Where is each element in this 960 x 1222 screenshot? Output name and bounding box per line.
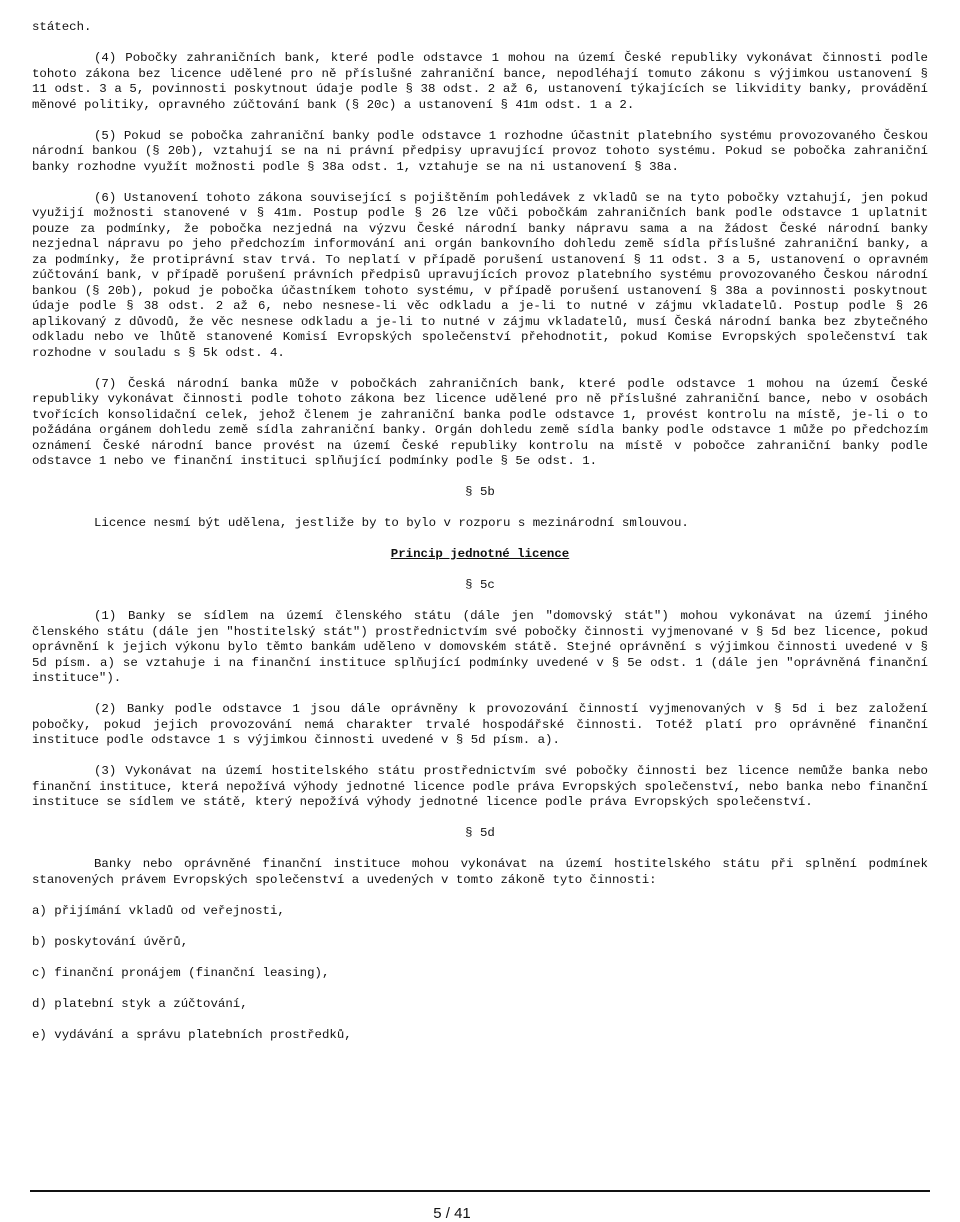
page-number: 5 / 41	[433, 1205, 471, 1222]
list-item: b) poskytování úvěrů,	[32, 934, 189, 949]
list-item: d) platební styk a zúčtování,	[32, 996, 248, 1011]
paragraph-7: (7) Česká národní banka může v pobočkách zahraničních bank, které podle odstavce 1 mohou na území České republiky vykonávat činnosti podle tohoto zákona bez licence udělené pro ně příslušné zahraniční bance, nebo v osobách tvořících konsolidační celek, jehož členem je zahraniční banka podle odstavce 1, provést kontrolu na místě, je-li o to požádána orgánem dohledu země sídla zahraniční banky. Orgán dohledu země sídla banky podle odstavce 1 může po předchozím oznámení České národní bance provést na území České republiky kontrolu na místě v pobočce zahraniční banky podle odstavce 1 nebo ve finanční instituci splňující podmínky podle § 5e odst. 1.	[32, 376, 928, 468]
single-licence-heading: Princip jednotné licence	[390, 547, 570, 561]
list-item: a) přijímání vkladů od veřejnosti,	[32, 903, 285, 918]
document-page	[32, 20, 928, 1059]
section-5d-text: Banky nebo oprávněné finanční instituce mohou vykonávat na území hostitelského státu při splnění podmínek stanovených právem Evropských společenství a uvedených v tomto zákoně tyto činnosti:	[32, 857, 928, 887]
paragraph-4: (4) Pobočky zahraničních bank, které podle odstavce 1 mohou na území České republiky vykonávat činnosti podle tohoto zákona bez licence udělené pro ně příslušné zahraniční bance, nepodléhají tomuto zákonu s výjimkou ustanovení § 11 odst. 3 a 5, povinnosti poskytnout údaje podle § 38 odst. 2 až 6, ustanovení týkajících se likvidity banky, provádění měnové politiky, opravného zúčtování bank (§ 20c) a ustanovení § 41m odst. 1 a 2.	[32, 51, 928, 112]
footer-divider	[30, 1190, 930, 1192]
section-5c-paragraph-3: (3) Vykonávat na území hostitelského státu prostřednictvím své pobočky činnosti bez licence nemůže banka nebo finanční instituce, která nepožívá výhody jednotné licence podle práva Evropských společenství, nebo banka nebo finanční instituce se sídlem ve státě, který nepožívá výhody jednotné licence podle práva Evropských společenství.	[32, 764, 928, 809]
paragraph-5: (5) Pokud se pobočka zahraniční banky podle odstavce 1 rozhodne účastnit platebního systému provozovaného Českou národní bankou (§ 20b), vztahují se na ni právní předpisy upravující provoz tohoto systému. Pokud se pobočka zahraniční banky rozhodne využít možnosti podle § 38a odst. 1, vztahuje se na ni ustanovení § 38a.	[32, 128, 928, 174]
section-5d-heading: § 5d	[465, 826, 495, 840]
paragraph-continuation: státech.	[32, 20, 92, 34]
section-5c-paragraph-2: (2) Banky podle odstavce 1 jsou dále oprávněny k provozování činností vyjmenovaných v § 5d i bez založení pobočky, pokud jejich provozování nemá charakter trvalé hospodářské činnosti. Totéž platí pro oprávněné finanční instituce podle odstavce 1 s výjimkou činnosti uvedené v § 5d písm. a).	[32, 702, 928, 747]
section-5b-heading: § 5b	[465, 485, 495, 499]
section-5b-text: Licence nesmí být udělena, jestliže by to bylo v rozporu s mezinárodní smlouvou.	[94, 516, 689, 530]
list-item: c) finanční pronájem (finanční leasing),	[32, 965, 330, 980]
paragraph-6: (6) Ustanovení tohoto zákona související s pojištěním pohledávek z vkladů se na tyto pobočky vztahují, jen pokud využijí možnosti stanovené v § 41m. Postup podle § 26 lze vůči pobočkám zahraničních bank podle odstavce 1 uplatnit pouze za podmínky, že pobočka nezjedná na výzvu České národní banky nápravu sama a na žádost České národní banky nezjednal nápravu po jeho předchozím informování ani orgán bankovního dohledu země sídla příslušné zahraniční banky, a za podmínky, že protiprávní stav trvá. To neplatí v případě porušení ustanovení § 11 odst. 3 a 5, ustanovení o opravném zúčtování bank, v případě porušení právních předpisů upravujících provoz platebního systému provozovaného Českou národní bankou (§ 20b), pokud je pobočka účastníkem tohoto systému, v případě porušení ustanovení § 38a a povinnosti poskytnout údaje podle § 38 odst. 2 až 6, nebo nesnese-li věc odkladu a je-li to nutné v zájmu vkladatelů. Postup podle § 26 aplikovaný z důvodů, že věc nesnese odkladu a je-li to nutné v zájmu vkladatelů, musí Česká národní banka bez zbytečného odkladu nebo ve lhůtě stanovené Komisí Evropských společenství přehodnotit, pokud Komise Evropských společenství tak rozhodne v souladu s § 5k odst. 4.	[32, 190, 928, 360]
section-5c-paragraph-1: (1) Banky se sídlem na území členského státu (dále jen "domovský stát") mohou vykonávat na území jiného členského státu (dále jen "hostitelský stát") prostřednictvím své pobočky činnosti vyjmenované v § 5d bez licence, pokud oprávnění k jejich výkonu bylo těmto bankám uděleno v domovském státě. Stejné oprávnění s výjimkou činnosti uvedené v § 5d písm. a) se vztahuje i na finanční instituce splňující podmínky uvedené v § 5e odst. 1 (dále jen "oprávněná finanční instituce").	[32, 609, 928, 685]
list-item: e) vydávání a správu platebních prostředků,	[32, 1027, 352, 1042]
section-5c-heading: § 5c	[465, 578, 495, 592]
